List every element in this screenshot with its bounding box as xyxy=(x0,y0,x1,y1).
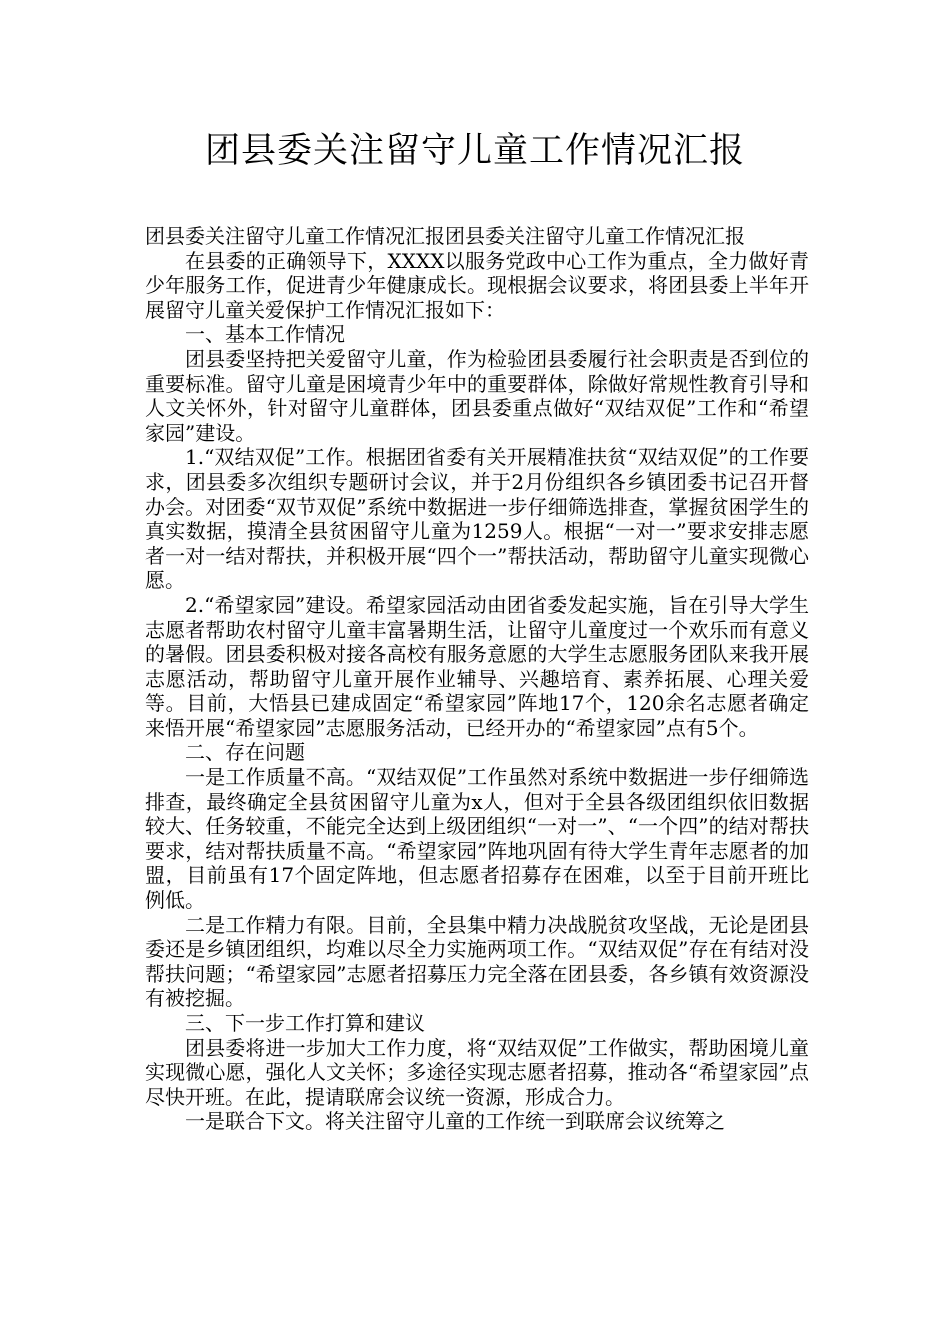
body-paragraph: 团县委将进一步加大工作力度，将“双结双促”工作做实，帮助困境儿童实现微心愿，强化人文关怀；多途径实现志愿者招募，推动各“希望家园”点尽快开班。在此，提请联席会议统一资源，形成合力。 xyxy=(145,1035,809,1109)
section-heading: 一、基本工作情况 xyxy=(185,322,345,347)
body-paragraph: 2.“希望家园”建设。希望家园活动由团省委发起实施，旨在引导大学生志愿者帮助农村留守儿童丰富暑期生活，让留守儿童度过一个欢乐而有意义的暑假。团县委积极对接各高校有服务意愿的大学生志愿服务团队来我开展志愿活动，帮助留守儿童开展作业辅导、兴趣培育、素养拓展、心理关爱等。目前，大悟县已建成固定“希望家园”阵地17个，120余名志愿者确定来悟开展“希望家园”志愿服务活动，已经开办的“希望家园”点有5个。 xyxy=(145,592,809,740)
body-paragraph: 团县委坚持把关爱留守儿童，作为检验团县委履行社会职责是否到位的重要标准。留守儿童是困境青少年中的重要群体，除做好常规性教育引导和人文关怀外，针对留守儿童群体，团县委重点做好“双结双促”工作和“希望家园”建设。 xyxy=(145,346,809,445)
body-paragraph: 二是工作精力有限。目前，全县集中精力决战脱贫攻坚战，无论是团县委还是乡镇团组织，均难以尽全力实施两项工作。“双结双促”存在有结对没帮扶问题；“希望家园”志愿者招募压力完全落在团县委，各乡镇有效资源没有被挖掘。 xyxy=(145,912,809,1011)
document-body xyxy=(145,224,809,1134)
body-paragraph: 一是工作质量不高。“双结双促”工作虽然对系统中数据进一步仔细筛选排查，最终确定全县贫困留守儿童为x人，但对于全县各级团组织依旧数据较大、任务较重，不能完全达到上级团组织“一对一”、“一个四”的结对帮扶要求，结对帮扶质量不高。“希望家园”阵地巩固有待大学生青年志愿者的加盟，目前虽有17个固定阵地，但志愿者招募存在困难，以至于目前开班比例低。 xyxy=(145,765,809,913)
section-heading: 三、下一步工作打算和建议 xyxy=(185,1011,425,1035)
body-paragraph: 1.“双结双促”工作。根据团省委有关开展精准扶贫“双结双促”的工作要求，团县委多次组织专题研讨会议，并于2月份组织各乡镇团委书记召开督办会。对团委“双节双促”系统中数据进一步仔细筛选排查，掌握贫困学生的真实数据，摸清全县贫困留守儿童为1259人。根据“一对一”要求安排志愿者一对一结对帮扶，并积极开展“四个一”帮扶活动，帮助留守儿童实现微心愿。 xyxy=(145,445,809,593)
document-title: 团县委关注留守儿童工作情况汇报 xyxy=(204,131,745,171)
section-heading: 二、存在问题 xyxy=(185,740,305,765)
body-paragraph: 团县委关注留守儿童工作情况汇报团县委关注留守儿童工作情况汇报 xyxy=(145,224,745,248)
body-paragraph: 在县委的正确领导下，XXXX以服务党政中心工作为重点，全力做好青少年服务工作，促进青少年健康成长。现根据会议要求，将团县委上半年开展留守儿童关爱保护工作情况汇报如下： xyxy=(145,248,809,322)
body-paragraph: 一是联合下文。将关注留守儿童的工作统一到联席会议统筹之 xyxy=(185,1109,725,1134)
